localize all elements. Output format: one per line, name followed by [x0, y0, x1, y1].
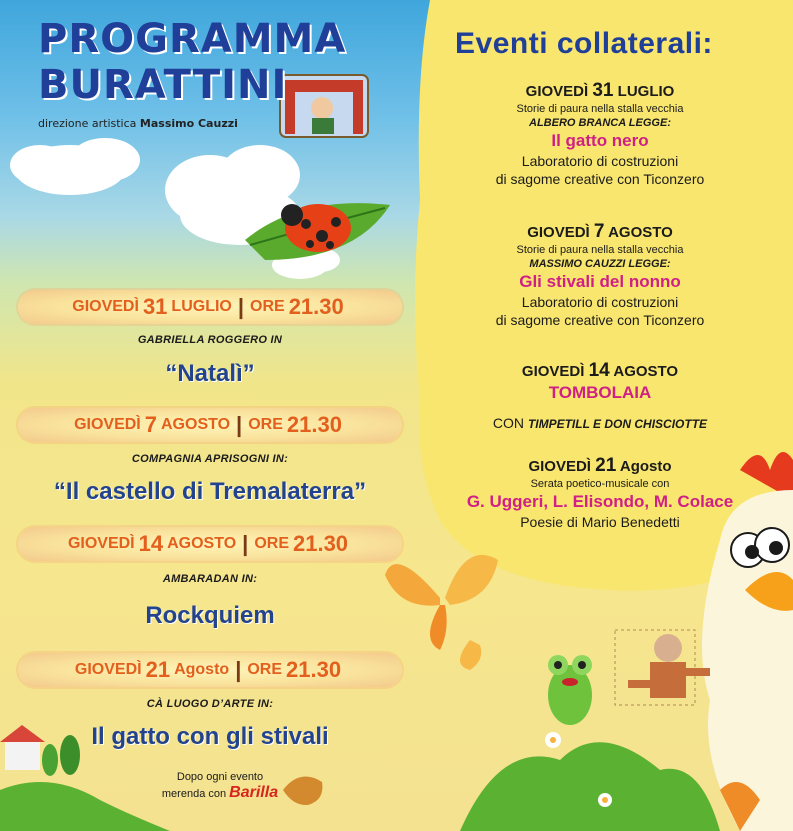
- side-event-date: [430, 360, 770, 382]
- side-event-con-names: TIMPETILL E DON CHISCIOTTE: [527, 417, 708, 431]
- event-performer: GABRIELLA ROGGERO IN: [137, 334, 283, 346]
- event-ore: ORE: [247, 661, 283, 678]
- event-month: Agosto: [174, 661, 230, 678]
- side-event-date: [430, 455, 770, 477]
- program-title-line1: PROGRAMMA: [38, 16, 347, 62]
- side-event-day-number: 31: [592, 80, 614, 101]
- artistic-direction: [38, 117, 238, 130]
- side-event-line: Storie di paura nella stalla vecchia: [516, 244, 684, 256]
- side-event-body: Laboratorio di costruzioni: [521, 153, 679, 169]
- merenda-text: merenda con: [161, 788, 227, 800]
- side-event-month: LUGLIO: [617, 83, 675, 100]
- event-day: GIOVEDÌ: [74, 661, 142, 678]
- side-event-month: Agosto: [619, 458, 672, 475]
- side-event-body: di sagome creative con Ticonzero: [495, 171, 705, 187]
- side-event-day: GIOVEDÌ: [528, 458, 591, 475]
- event-month: AGOSTO: [161, 416, 231, 433]
- side-event-con: [430, 414, 770, 433]
- event-show-title: Il gatto con gli stivali: [91, 723, 329, 750]
- side-event: [430, 455, 770, 531]
- direction-label: direzione artistica: [38, 117, 137, 130]
- side-event-day-number: 14: [588, 360, 610, 381]
- event-performer: AMBARADAN IN:: [162, 573, 258, 585]
- side-event-day-number: 7: [593, 221, 605, 242]
- side-event-day: GIOVEDÌ: [527, 224, 590, 241]
- side-event-month: AGOSTO: [613, 363, 679, 380]
- program-title-line2: BURATTINI: [38, 62, 288, 108]
- cloud-left: [10, 138, 140, 195]
- side-event-line: Serata poetico-musicale con: [530, 478, 670, 490]
- side-event-body: di sagome creative con Ticonzero: [495, 312, 705, 328]
- event-date-band: [18, 408, 402, 442]
- merenda-line2: [150, 785, 290, 802]
- event-day: GIOVEDÌ: [67, 535, 135, 552]
- event-ore: ORE: [250, 298, 285, 315]
- event-day-number: 7: [144, 412, 157, 437]
- side-event: [430, 360, 770, 433]
- side-event-month: AGOSTO: [608, 224, 673, 241]
- side-event-line: Storie di paura nella stalla vecchia: [516, 103, 684, 115]
- event-show-title: “Natalì”: [165, 360, 255, 387]
- grass: [460, 742, 720, 831]
- event-performer: COMPAGNIA APRISOGNI IN:: [131, 453, 289, 465]
- side-event-highlight: TOMBOLAIA: [548, 383, 652, 402]
- event-day-number: 21: [145, 657, 171, 682]
- side-event-con-label: CON: [492, 415, 525, 431]
- event-ore: ORE: [248, 416, 283, 433]
- barilla-logo: Barilla: [229, 784, 279, 801]
- side-event-reader: ALBERO BRANCA LEGGE:: [529, 117, 671, 129]
- event-month: AGOSTO: [167, 535, 237, 552]
- side-event-date: [430, 221, 770, 243]
- separator: |: [236, 412, 243, 437]
- event-time: 21.30: [286, 412, 342, 437]
- side-events-title: Eventi collaterali:: [455, 27, 713, 60]
- event-date-band: [18, 527, 402, 561]
- separator: |: [242, 531, 249, 556]
- side-event: [430, 221, 770, 329]
- side-event-day: GIOVEDÌ: [525, 83, 589, 100]
- side-event-body: Poesie di Mario Benedetti: [520, 514, 680, 530]
- event-day: GIOVEDÌ: [72, 298, 139, 315]
- side-event-day: GIOVEDÌ: [521, 363, 585, 380]
- side-event-highlight: G. Uggeri, L. Elisondo, M. Colace: [466, 492, 734, 511]
- frog-icon: [548, 655, 592, 725]
- event-ore: ORE: [254, 535, 289, 552]
- side-event: [430, 80, 770, 188]
- event-time: 21.30: [288, 294, 344, 319]
- event-time: 21.30: [292, 531, 349, 556]
- event-date-band: [18, 653, 402, 687]
- event-show-title: “Il castello di Tremalaterra”: [53, 478, 367, 505]
- side-event-reader: MASSIMO CAUZZI LEGGE:: [529, 258, 671, 270]
- separator: |: [237, 294, 245, 319]
- side-event-day-number: 21: [595, 455, 617, 476]
- event-performer: CÀ LUOGO D’ARTE IN:: [146, 698, 274, 710]
- side-event-highlight: Gli stivali del nonno: [519, 272, 681, 291]
- event-month: LUGLIO: [171, 298, 232, 315]
- director-name: Massimo Cauzzi: [139, 117, 238, 130]
- side-event-body: Laboratorio di costruzioni: [521, 294, 679, 310]
- side-event-highlight: Il gatto nero: [551, 131, 649, 150]
- separator: |: [235, 657, 242, 682]
- merenda-note: [150, 770, 290, 802]
- event-time: 21.30: [286, 657, 342, 682]
- puppet-theatre-icon: [280, 75, 368, 137]
- side-event-date: [430, 80, 770, 102]
- event-day-number: 14: [138, 531, 164, 556]
- puppet-icon: [615, 630, 710, 705]
- merenda-line1: Dopo ogni evento: [176, 771, 264, 783]
- event-day: GIOVEDÌ: [74, 416, 141, 433]
- event-day-number: 31: [142, 294, 168, 319]
- event-date-band: [18, 290, 402, 324]
- event-show-title: Rockquiem: [145, 602, 275, 629]
